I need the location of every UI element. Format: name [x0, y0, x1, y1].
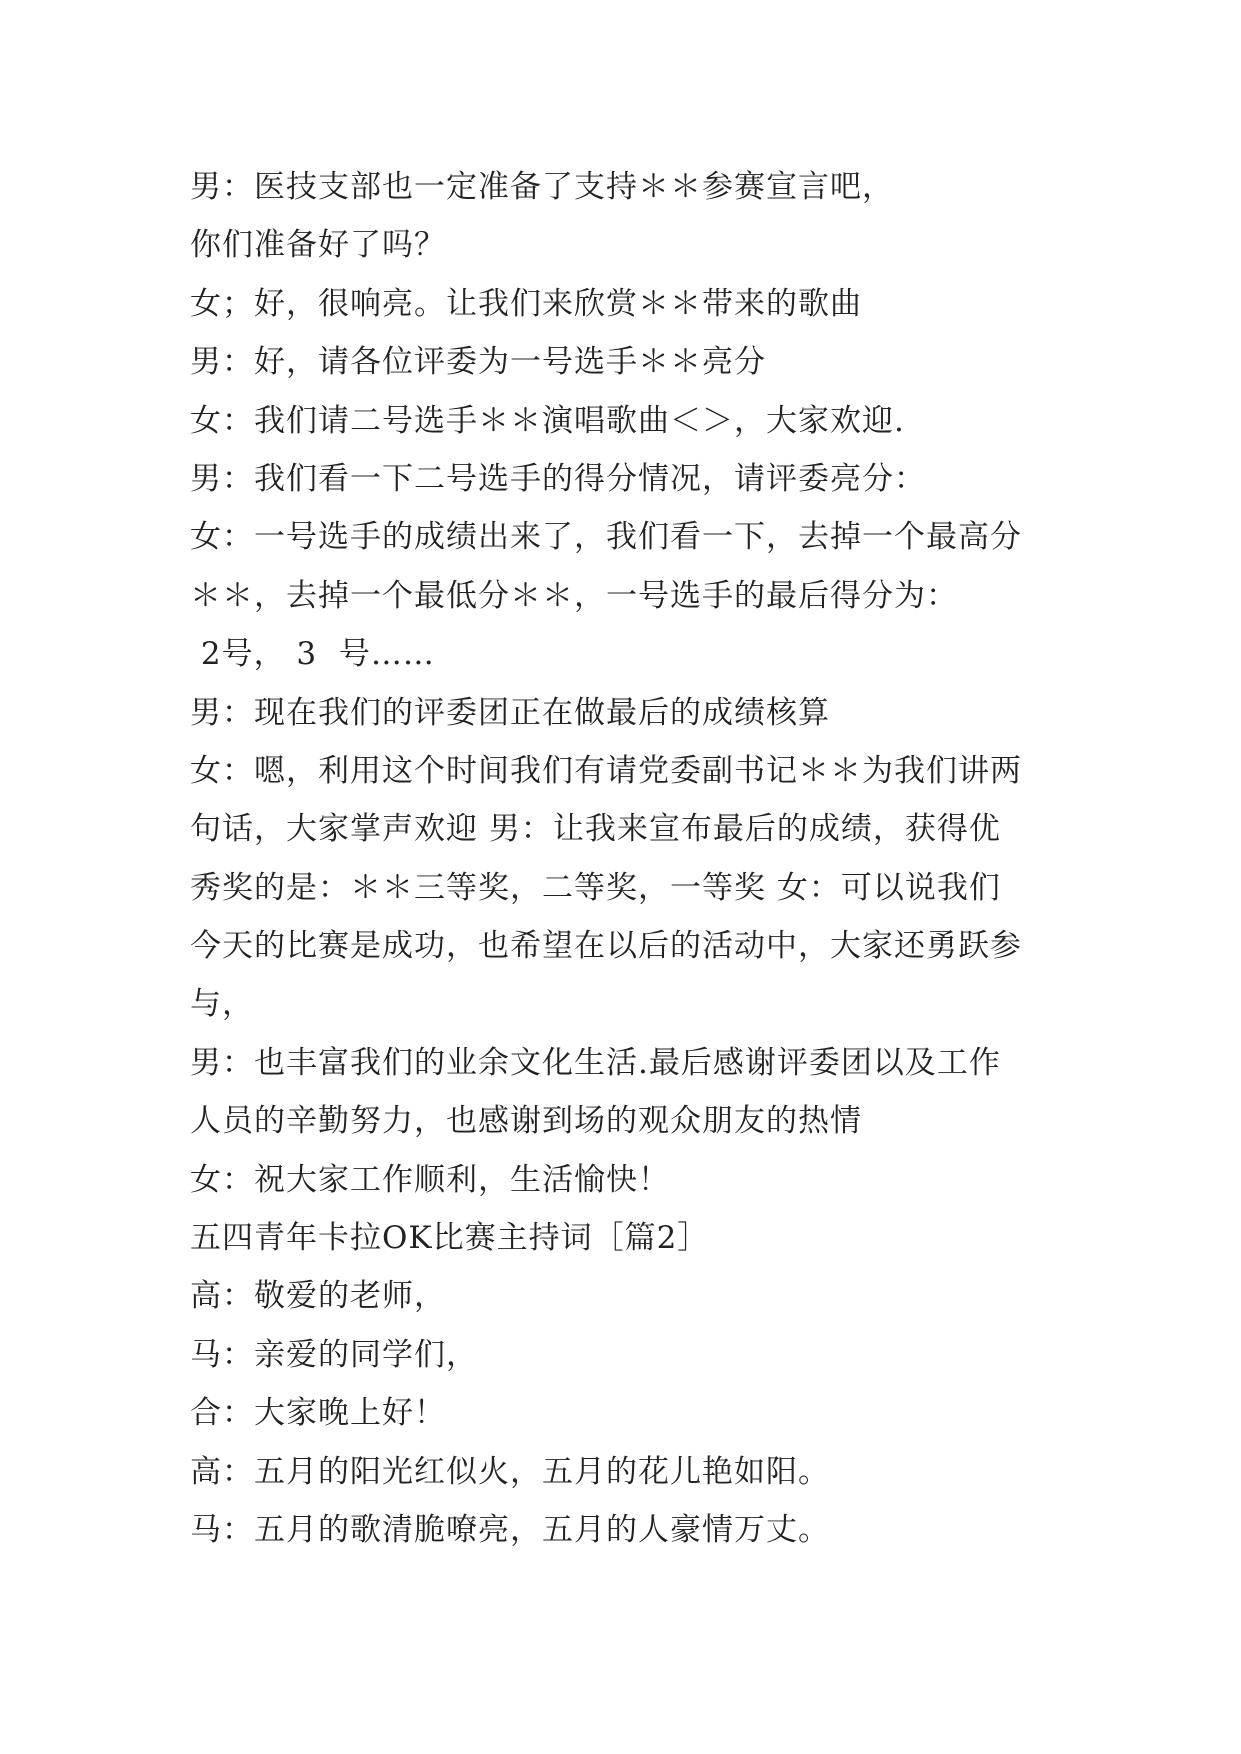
- text-line: 高：敬爱的老师，: [190, 1278, 446, 1315]
- text-line: 女：一号选手的成绩出来了，我们看一下，去掉一个最高分: [190, 519, 1022, 556]
- text-line: 女：我们请二号选手＊＊演唱歌曲＜＞，大家欢迎.: [190, 402, 905, 439]
- text-line: 今天的比赛是成功，也希望在以后的活动中，大家还勇跃参: [190, 928, 1022, 965]
- text-line: 女：嗯，利用这个时间我们有请党委副书记＊＊为我们讲两: [190, 752, 1022, 789]
- text-line: 与，: [190, 986, 254, 1023]
- text-line: ＊＊，去掉一个最低分＊＊，一号选手的最后得分为：: [190, 577, 958, 614]
- document-body: [190, 158, 1050, 1559]
- text-line: 2号， 3 号……: [190, 636, 435, 673]
- text-line: 秀奖的是：＊＊三等奖，二等奖，一等奖 女：可以说我们: [190, 869, 1001, 906]
- text-line: 男：也丰富我们的业余文化生活.最后感谢评委团以及工作: [190, 1044, 1001, 1081]
- text-line: 男：现在我们的评委团正在做最后的成绩核算: [190, 694, 830, 731]
- text-line: 高：五月的阳光红似火，五月的花儿艳如阳。: [190, 1453, 830, 1490]
- text-line: 男：好，请各位评委为一号选手＊＊亮分: [190, 344, 766, 381]
- text-line: 你们准备好了吗？: [190, 227, 446, 264]
- text-line: 女；好，很响亮。让我们来欣赏＊＊带来的歌曲: [190, 285, 862, 322]
- section-heading: 五四青年卡拉OK比赛主持词［篇2］: [190, 1220, 710, 1257]
- text-line: 女：祝大家工作顺利，生活愉快！: [190, 1161, 670, 1198]
- text-line: 句话，大家掌声欢迎 男：让我来宣布最后的成绩，获得优: [190, 811, 1001, 848]
- text-line: 合：大家晚上好！: [190, 1395, 446, 1432]
- text-line: 人员的辛勤努力，也感谢到场的观众朋友的热情: [190, 1103, 862, 1140]
- text-line: 男：医技支部也一定准备了支持＊＊参赛宣言吧，: [190, 169, 894, 205]
- text-line: 马：五月的歌清脆嘹亮，五月的人豪情万丈。: [190, 1511, 830, 1548]
- text-line: 马：亲爱的同学们，: [190, 1336, 478, 1373]
- text-line: 男：我们看一下二号选手的得分情况，请评委亮分：: [190, 460, 926, 497]
